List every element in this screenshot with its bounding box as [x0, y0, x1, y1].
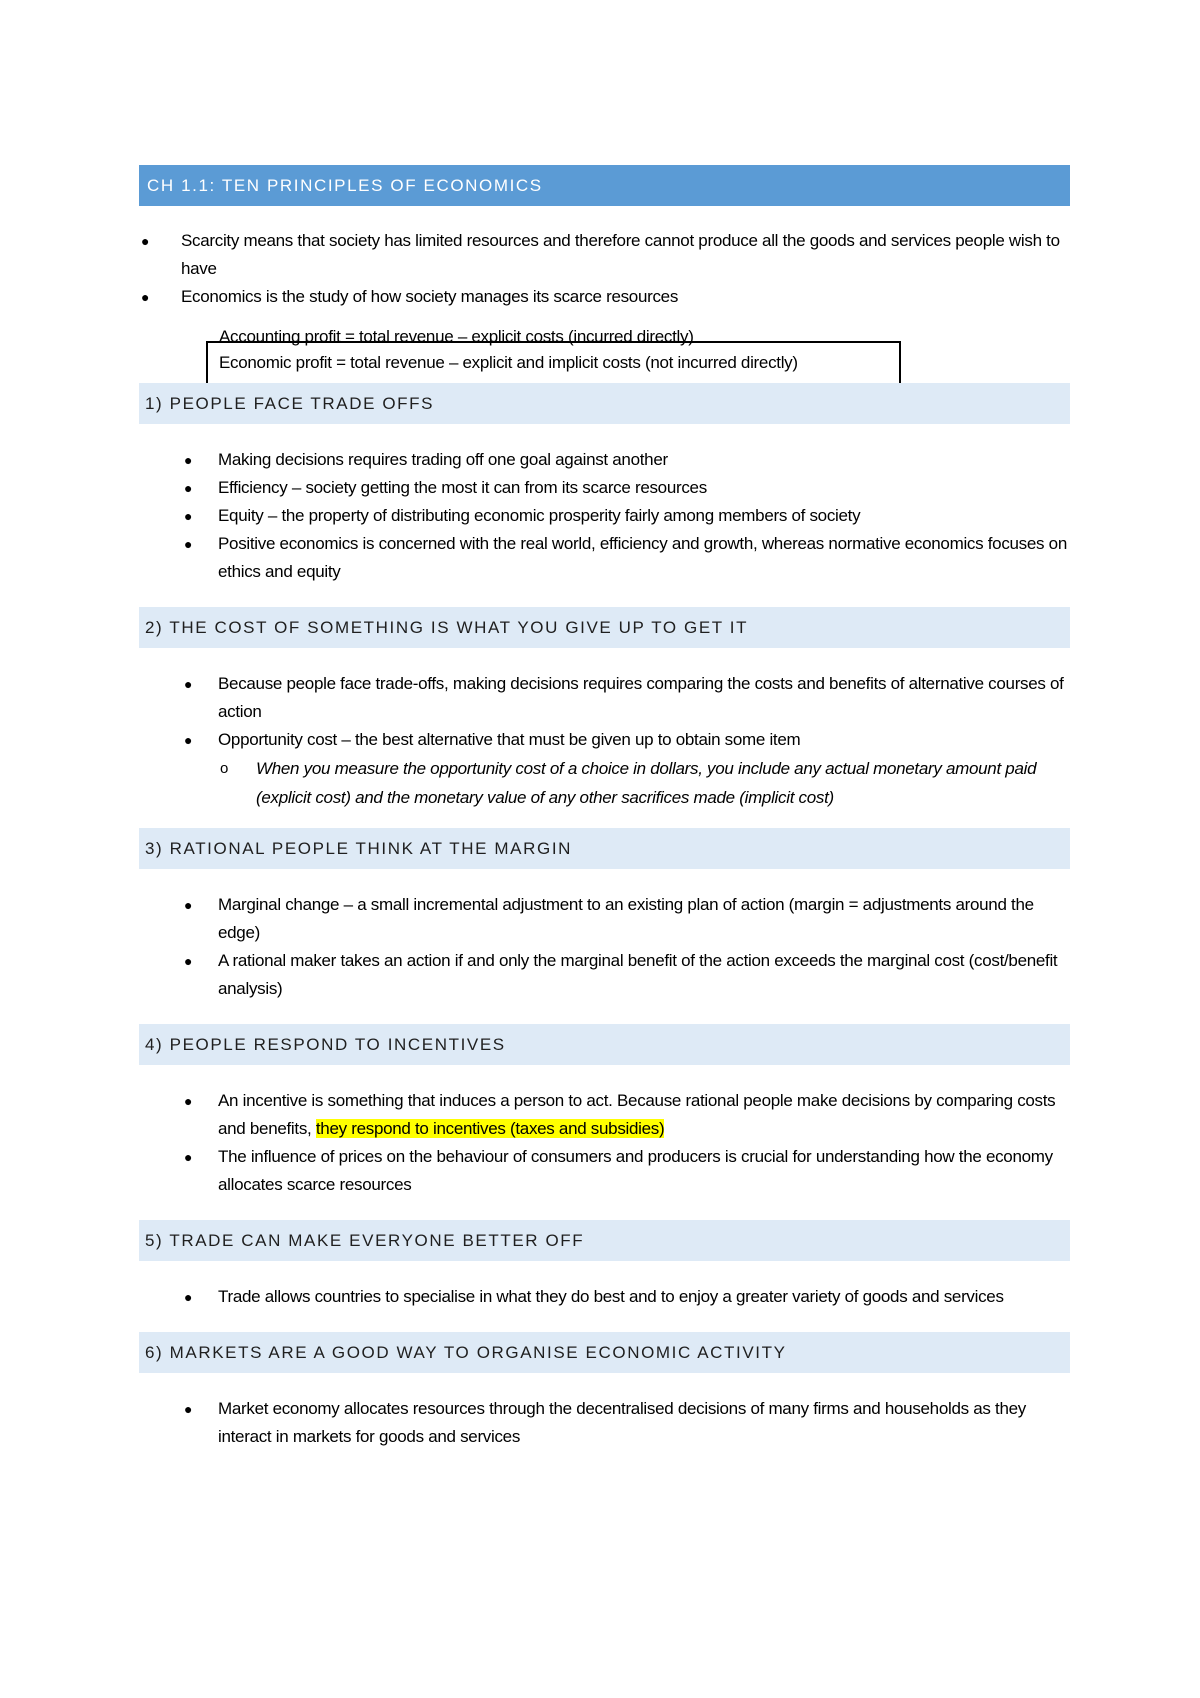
- bullet-icon: ●: [184, 1093, 193, 1109]
- list-item: ● Marginal change – a small incremental adjustment to an existing plan of action (margin = adjustments around the edge): [139, 891, 1070, 947]
- list-item: ● Because people face trade-offs, making decisions requires comparing the costs and benefits of alternative courses of action: [139, 670, 1070, 726]
- bullet-icon: ●: [184, 897, 193, 913]
- bullet-icon: ●: [184, 953, 193, 969]
- sub-list-item: o When you measure the opportunity cost of a choice in dollars, you include any actual monetary amount paid (explicit cost) and the monetary value of any other sacrifices made (implicit cost): [139, 754, 1070, 812]
- list-item: ● An incentive is something that induces a person to act. Because rational people make decisions by comparing costs and benefits, they respond to incentives (taxes and subsidies): [139, 1087, 1070, 1143]
- chapter-title-bar: [139, 165, 1070, 206]
- bullet-icon: ●: [184, 732, 193, 748]
- section-heading: 4) PEOPLE RESPOND TO INCENTIVES: [145, 1034, 506, 1054]
- section-heading: 3) RATIONAL PEOPLE THINK AT THE MARGIN: [145, 838, 573, 858]
- sub-bullet-list: [139, 754, 1070, 812]
- section-bullet-list: [139, 670, 1070, 754]
- list-item: ● Market economy allocates resources through the decentralised decisions of many firms and households as they interact in markets for goods and services: [139, 1395, 1070, 1451]
- section-heading-bar: [139, 607, 1070, 648]
- economic-profit-text: Economic profit = total revenue – explicit and implicit costs (not incurred directly): [219, 353, 798, 372]
- list-item: ● Trade allows countries to specialise in what they do best and to enjoy a greater variety of goods and services: [139, 1283, 1070, 1311]
- bullet-icon: ●: [184, 1289, 193, 1305]
- section-bullet-list: [139, 446, 1070, 586]
- intro-bullet-list: [139, 227, 1070, 311]
- highlighted-text: they respond to incentives (taxes and subsidies): [315, 1119, 665, 1138]
- bullet-icon: ●: [184, 452, 193, 468]
- chapter-title: CH 1.1: TEN PRINCIPLES OF ECONOMICS: [147, 175, 543, 195]
- list-item: ● Efficiency – society getting the most it can from its scarce resources: [139, 474, 1070, 502]
- section-heading-bar: [139, 383, 1070, 424]
- section-heading-bar: [139, 1220, 1070, 1261]
- bullet-icon: ●: [184, 508, 193, 524]
- list-item: ● Equity – the property of distributing economic prosperity fairly among members of society: [139, 502, 1070, 530]
- list-item: ● Scarcity means that society has limited resources and therefore cannot produce all the goods and services people wish to have: [139, 227, 1070, 283]
- section-heading-bar: [139, 828, 1070, 869]
- document-page: [139, 165, 1070, 1451]
- section-heading: 6) MARKETS ARE A GOOD WAY TO ORGANISE ECONOMIC ACTIVITY: [145, 1342, 787, 1362]
- section-bullet-list: [139, 1283, 1070, 1311]
- bullet-icon: ●: [184, 1401, 193, 1417]
- section-bullet-list: [139, 1087, 1070, 1199]
- list-item: ● Positive economics is concerned with the real world, efficiency and growth, whereas normative economics focuses on ethics and equity: [139, 530, 1070, 586]
- section-heading: 2) THE COST OF SOMETHING IS WHAT YOU GIVE UP TO GET IT: [145, 617, 749, 637]
- section-bullet-list: [139, 891, 1070, 1003]
- bullet-icon: ●: [184, 676, 193, 692]
- list-item: ● A rational maker takes an action if and only the marginal benefit of the action exceeds the marginal cost (cost/benefit analysis): [139, 947, 1070, 1003]
- bullet-icon: ●: [184, 536, 193, 552]
- profit-definition-box: [206, 325, 899, 382]
- list-item: ● Opportunity cost – the best alternative that must be given up to obtain some item: [139, 726, 1070, 754]
- bullet-icon: ●: [141, 233, 150, 249]
- section-bullet-list: [139, 1395, 1070, 1451]
- section-heading-bar: [139, 1024, 1070, 1065]
- bullet-icon: ●: [184, 480, 193, 496]
- hollow-bullet-icon: o: [220, 760, 229, 777]
- list-item: ● Making decisions requires trading off one goal against another: [139, 446, 1070, 474]
- accounting-profit-text: Accounting profit = total revenue – explicit costs (incurred directly): [219, 327, 694, 346]
- bullet-icon: ●: [141, 289, 150, 305]
- section-heading-bar: [139, 1332, 1070, 1373]
- section-heading: 1) PEOPLE FACE TRADE OFFS: [145, 393, 435, 413]
- list-item: ● Economics is the study of how society manages its scarce resources: [139, 283, 1070, 311]
- list-item: ● The influence of prices on the behaviour of consumers and producers is crucial for understanding how the economy allocates scarce resources: [139, 1143, 1070, 1199]
- bullet-icon: ●: [184, 1149, 193, 1165]
- section-heading: 5) TRADE CAN MAKE EVERYONE BETTER OFF: [145, 1230, 585, 1250]
